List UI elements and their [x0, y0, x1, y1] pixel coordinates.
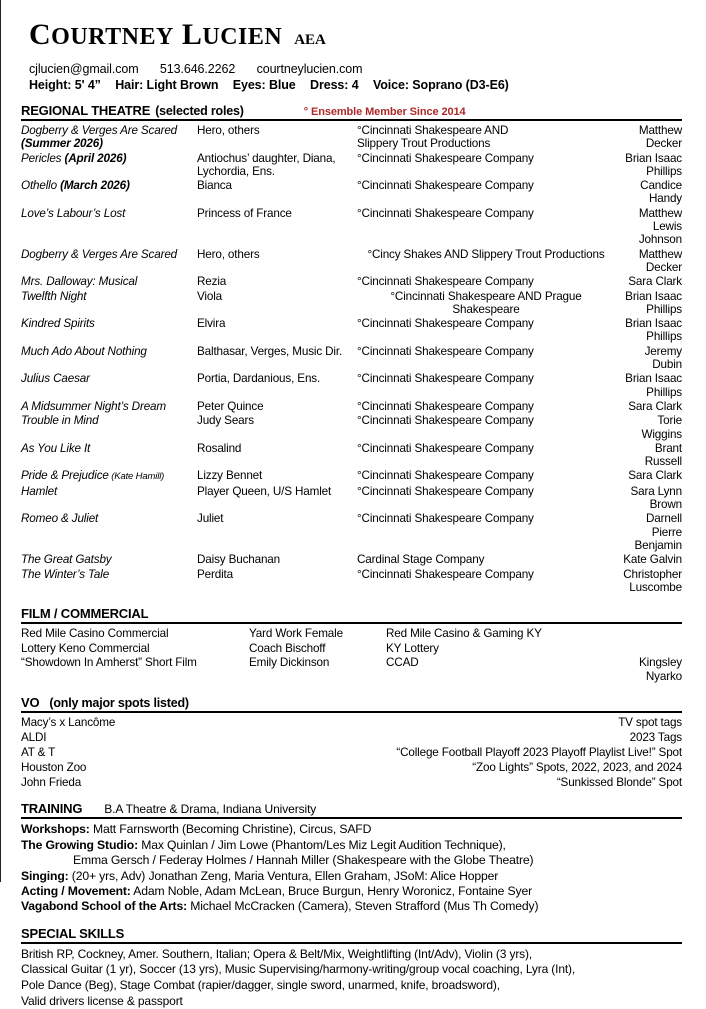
credit-director: Matthew Decker — [638, 247, 682, 274]
training-heading-label: TRAINING — [21, 801, 83, 817]
credit-role: Viola — [197, 289, 223, 303]
credit-company: °Cincinnati Shakespeare Company — [357, 151, 534, 165]
credit-company: °Cincinnati Shakespeare Company — [357, 399, 534, 413]
credit-role: Bianca — [197, 179, 232, 193]
film-company: KY Lottery — [386, 641, 439, 655]
credit-company: °Cincy Shakes AND Slippery Trout Productions — [367, 247, 605, 261]
credit-role: Daisy Buchanan — [197, 553, 281, 567]
regional-theatre-rule — [21, 119, 682, 121]
credit-company: °Cincinnati Shakespeare Company — [357, 372, 534, 386]
credit-role: Peter Quince — [197, 399, 264, 413]
credit-title: Hamlet — [21, 484, 58, 498]
credit-role: Princess of France — [197, 206, 292, 220]
list-item — [21, 776, 682, 791]
training-line-text: Max Quinlan / Jim Lowe (Phantom/Les Miz Legit Audition Technique), — [137, 837, 506, 852]
training-line — [21, 838, 682, 853]
stat-voice: Voice: Soprano (D3-E6) — [372, 78, 509, 92]
training-lines — [21, 822, 682, 914]
credit-company: °Cincinnati Shakespeare Company — [357, 441, 534, 455]
name-last: LUCIEN — [181, 18, 283, 51]
credit-role: Player Queen, U/S Hamlet — [197, 484, 332, 498]
table-row — [21, 152, 682, 180]
skills-rule — [21, 942, 682, 944]
credit-director: Sara Clark — [628, 275, 682, 289]
regional-theatre-heading-label: REGIONAL THEATRE — [21, 103, 151, 118]
training-line-text: Michael McCracken (Camera), Steven Strafford (Mus Th Comedy) — [186, 899, 539, 914]
section-film-commercial — [21, 606, 682, 684]
training-line — [21, 853, 682, 868]
training-line-label: Singing: — [21, 868, 69, 883]
credit-role: Balthasar, Verges, Music Dir. — [197, 344, 343, 358]
credit-title: Romeo & Juliet — [21, 512, 99, 526]
film-rule — [21, 622, 682, 624]
training-line-label: Vagabond School of the Arts: — [21, 899, 187, 914]
credit-director: Brian Isaac Phillips — [625, 317, 682, 344]
film-title: Lottery Keno Commercial — [21, 641, 150, 655]
credit-role: Juliet — [197, 512, 224, 526]
table-row — [21, 627, 682, 642]
credit-title: Twelfth Night — [21, 289, 87, 303]
vo-heading-sub: (only major spots listed) — [49, 696, 189, 711]
vo-spot: “College Football Playoff 2023 Playoff Playlist Live!” Spot — [396, 746, 682, 760]
credit-title: Pride & Prejudice (Kate Hamill) — [21, 469, 165, 483]
credit-title-adaptor: (Kate Hamill) — [108, 471, 165, 483]
section-special-skills — [21, 926, 682, 1009]
page-title — [29, 20, 682, 52]
credit-company: °Cincinnati Shakespeare Company — [357, 179, 534, 193]
credit-company: °Cincinnati Shakespeare Company — [357, 275, 534, 289]
credit-director: Brant Russell — [644, 441, 682, 469]
credit-role: Rosalind — [197, 441, 242, 455]
credit-title: As You Like It — [21, 441, 91, 455]
table-row — [21, 442, 682, 470]
vo-spot: TV spot tags — [618, 716, 682, 730]
credit-title: The Winter’s Tale — [21, 567, 110, 581]
resume-header — [21, 20, 682, 92]
credit-director: Brian Isaac Phillips — [625, 289, 682, 316]
credit-director: Torie Wiggins — [641, 414, 682, 441]
credit-role: Judy Sears — [197, 414, 254, 428]
ensemble-member-note: ° Ensemble Member Since 2014 — [303, 106, 466, 118]
list-item — [21, 761, 682, 776]
credit-role: Hero, others — [197, 247, 260, 261]
credit-company: °Cincinnati Shakespeare Company — [357, 567, 534, 581]
training-line-label: Workshops: — [21, 822, 90, 837]
film-title: Red Mile Casino Commercial — [21, 627, 169, 641]
table-row — [21, 317, 682, 345]
training-line — [21, 899, 682, 914]
table-row — [21, 124, 682, 152]
email-text[interactable]: cjlucien@gmail.com — [29, 62, 139, 76]
credit-director: Sara Clark — [628, 469, 682, 483]
vo-spot: “Sunkissed Blonde” Spot — [556, 775, 682, 789]
physical-stats-line — [29, 78, 682, 92]
table-row — [21, 275, 682, 289]
credit-role: Hero, others — [197, 124, 260, 137]
credit-title: Othello (March 2026) — [21, 179, 130, 193]
vo-client: John Frieda — [21, 775, 82, 789]
credit-title: Kindred Spirits — [21, 317, 95, 331]
table-row — [21, 290, 682, 318]
credit-company: Cardinal Stage Company — [357, 553, 485, 567]
phone-text[interactable]: 513.646.2262 — [159, 62, 236, 76]
skills-line: Valid drivers license & passport — [21, 993, 183, 1008]
vo-client: Macy’s x Lancôme — [21, 716, 116, 730]
film-director: Kingsley Nyarko — [639, 656, 682, 683]
credit-director: Christopher Luscombe — [623, 567, 682, 594]
credit-title: Julius Caesar — [21, 372, 90, 386]
table-row — [21, 485, 682, 513]
credit-company: °Cincinnati Shakespeare Company — [357, 317, 534, 331]
stat-hair: Hair: Light Brown — [115, 78, 219, 92]
vo-spot: “Zoo Lights” Spots, 2022, 2023, and 2024 — [472, 760, 682, 774]
table-row — [21, 512, 682, 553]
credit-director: Jeremy Dubin — [644, 344, 682, 372]
credit-role: Perdita — [197, 567, 233, 581]
training-line — [21, 869, 682, 884]
vo-heading — [21, 695, 682, 711]
list-item — [21, 746, 682, 761]
stat-dress: Dress: 4 — [310, 78, 359, 92]
credit-director: Sara Lynn Brown — [630, 484, 682, 512]
credit-title: Much Ado About Nothing — [21, 344, 147, 358]
film-table — [21, 627, 682, 684]
vo-spot: 2023 Tags — [629, 731, 682, 745]
section-regional-theatre — [21, 103, 682, 595]
credit-director: Sara Clark — [628, 399, 682, 413]
credit-director: Candice Handy — [640, 179, 682, 206]
film-role: Yard Work Female — [249, 627, 343, 641]
regional-theatre-table — [21, 124, 682, 595]
film-title: “Showdown In Amherst” Short Film — [21, 656, 197, 670]
film-company: Red Mile Casino & Gaming KY — [386, 627, 542, 641]
skills-lines — [21, 947, 682, 1009]
skills-line: Pole Dance (Beg), Stage Combat (rapier/dagger, single sword, unarmed, knife, broadsword), — [21, 978, 500, 993]
stat-height: Height: 5' 4” — [29, 78, 101, 92]
training-line-label: The Growing Studio: — [21, 837, 138, 852]
union-affiliation: AEA — [294, 32, 326, 48]
credit-company: °Cincinnati Shakespeare Company — [357, 344, 534, 358]
website-link[interactable]: courtneylucien.com — [256, 62, 363, 76]
vo-client: Houston Zoo — [21, 760, 87, 774]
skills-line: British RP, Cockney, Amer. Southern, Italian; Opera & Belt/Mix, Weightlifting (Int/Adv), Violin (3 yrs), — [21, 946, 533, 961]
film-company: CCAD — [386, 656, 419, 670]
credit-title: The Great Gatsby — [21, 553, 112, 567]
credit-title: A Midsummer Night’s Dream — [21, 399, 166, 413]
credit-company: °Cincinnati Shakespeare Company — [357, 414, 534, 428]
film-director — [616, 642, 682, 657]
credit-title: Mrs. Dalloway: Musical — [21, 275, 138, 289]
credit-role: Portia, Dardanious, Ens. — [197, 372, 321, 386]
skills-heading-label: SPECIAL SKILLS — [21, 925, 125, 941]
training-line-text: Adam Noble, Adam McLean, Bruce Burgun, Henry Woronicz, Fontaine Syer — [130, 884, 532, 899]
training-line — [21, 884, 682, 899]
credit-title-line2: (Summer 2026) — [21, 137, 103, 151]
credit-title: Love’s Labour’s Lost — [21, 206, 126, 220]
stat-eyes: Eyes: Blue — [232, 78, 296, 92]
credit-director: Matthew Decker — [638, 124, 682, 151]
credit-director: Kate Galvin — [623, 553, 682, 567]
skills-heading — [21, 926, 682, 942]
table-row — [21, 372, 682, 400]
list-item — [21, 716, 682, 731]
section-training — [21, 801, 682, 914]
table-row — [21, 207, 682, 248]
performer-name — [29, 18, 290, 51]
credit-title: Dogberry & Verges Are Scared (Summer 2026) — [21, 124, 178, 151]
table-row — [21, 414, 682, 442]
training-line — [21, 822, 682, 837]
credit-role-line2: Lychordia, Ens. — [197, 164, 275, 178]
vo-client: AT & T — [21, 746, 56, 760]
credit-title: Dogberry & Verges Are Scared — [21, 247, 178, 261]
credit-role: Rezia — [197, 275, 227, 289]
training-degree: B.A Theatre & Drama, Indiana University — [104, 802, 317, 817]
credit-title: Trouble in Mind — [21, 414, 99, 428]
regional-theatre-heading — [21, 103, 682, 119]
training-line-text: Matt Farnsworth (Becoming Christine), Circus, SAFD — [89, 822, 372, 837]
training-line-label: Acting / Movement: — [21, 884, 131, 899]
film-director — [616, 627, 682, 642]
credit-title: Pericles (April 2026) — [21, 151, 127, 165]
vo-rule — [21, 711, 682, 713]
training-line-text: (20+ yrs, Adv) Jonathan Zeng, Maria Ventura, Ellen Graham, JSoM: Alice Hopper — [68, 868, 499, 883]
credit-company: °Cincinnati Shakespeare Company — [357, 206, 534, 220]
table-row — [21, 568, 682, 596]
table-row — [21, 400, 682, 414]
section-vo — [21, 695, 682, 790]
contact-line — [29, 62, 682, 76]
training-heading — [21, 801, 682, 817]
credit-company: °Cincinnati Shakespeare Company — [357, 512, 534, 526]
regional-theatre-heading-sub: (selected roles) — [155, 104, 244, 118]
credit-role: Elvira — [197, 317, 226, 331]
training-line-text: Emma Gersch / Federay Holmes / Hannah Miller (Shakespeare with the Globe Theatre) — [73, 853, 534, 868]
credit-company: °Cincinnati Shakespeare AND Slippery Trout Productions — [357, 124, 509, 151]
table-row — [21, 656, 682, 684]
training-rule — [21, 817, 682, 819]
table-row — [21, 179, 682, 207]
table-row — [21, 248, 682, 276]
credit-company: °Cincinnati Shakespeare Company — [357, 469, 534, 483]
vo-client: ALDI — [21, 731, 47, 745]
credit-role: Antiochus’ daughter, Diana, Lychordia, Ens. — [197, 151, 336, 178]
credit-director: Brian Isaac Phillips — [625, 151, 682, 178]
credit-director: Matthew Lewis Johnson — [638, 206, 682, 247]
vo-heading-label: VO — [21, 695, 40, 711]
film-heading — [21, 606, 682, 622]
name-first: COURTNEY — [29, 18, 174, 51]
credit-role: Lizzy Bennet — [197, 469, 263, 483]
table-row — [21, 469, 682, 484]
credit-company: °Cincinnati Shakespeare Company — [357, 484, 534, 498]
table-row — [21, 553, 682, 567]
film-role: Emily Dickinson — [249, 656, 330, 670]
list-item — [21, 731, 682, 746]
film-heading-label: FILM / COMMERCIAL — [21, 606, 149, 622]
table-row — [21, 345, 682, 373]
table-row — [21, 642, 682, 657]
credit-director: Darnell Pierre Benjamin — [634, 512, 682, 552]
film-role: Coach Bischoff — [249, 641, 326, 655]
vo-table — [21, 716, 682, 790]
credit-company-line2: Slippery Trout Productions — [357, 137, 491, 151]
credit-director: Brian Isaac Phillips — [625, 372, 682, 399]
credit-company: °Cincinnati Shakespeare AND Prague Shakespeare — [390, 289, 582, 316]
skills-line: Classical Guitar (1 yr), Soccer (13 yrs), Music Supervising/harmony-writing/group vocal coaching, Lyra (Int), — [21, 962, 576, 977]
